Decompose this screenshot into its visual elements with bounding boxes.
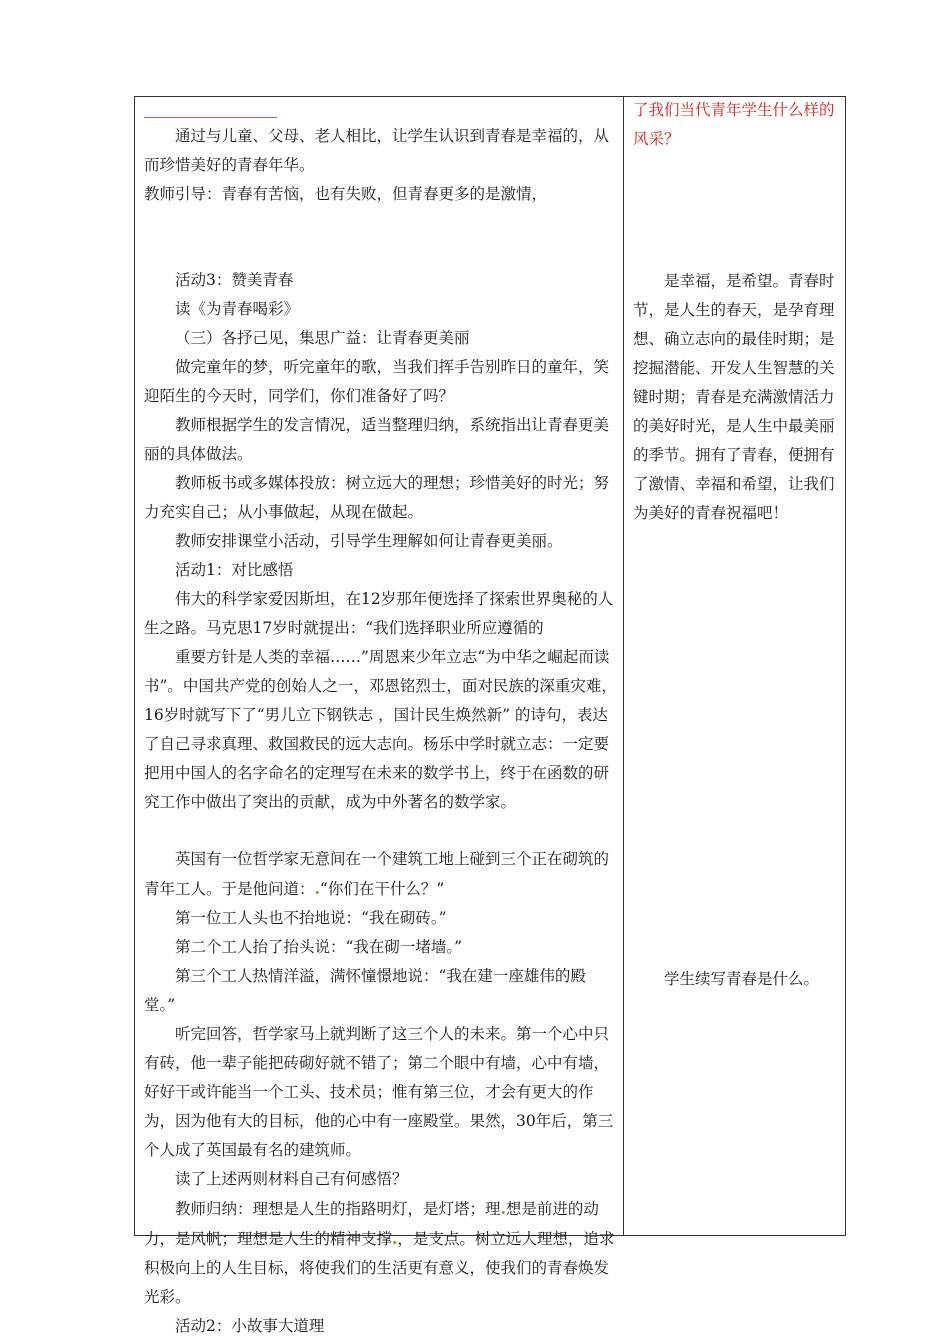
activity-heading: 活动3：赞美青春 (175, 271, 294, 289)
revision-mark-line (144, 117, 277, 118)
paragraph: 教师安排课堂小活动，引导学生理解如何让青春更美丽。 (175, 532, 563, 550)
paragraph: 英国有一位哲学家无意间在一个建筑工地上碰到三个正在砌筑的青年工人。于是他问道：.“你们在干什么？” (144, 850, 610, 898)
paragraph: 第二个工人抬了抬头说：“我在砌一堵墙。” (175, 938, 463, 956)
paragraph: 读了上述两则材料自己有何感悟？ (175, 1170, 408, 1188)
paragraph: 第三个工人热情洋溢，满怀憧憬地说：“我在建一座雄伟的殿堂。” (144, 967, 586, 1014)
paragraph: 教师根据学生的发言情况，适当整理归纳，系统指出让青春更美丽的具体做法。 (144, 416, 610, 463)
paragraph: 做完童年的梦，听完童年的歌，当我们挥手告别昨日的童年，笑迎陌生的今天时，同学们，你们准备好了吗？ (144, 358, 610, 405)
activity-heading: 活动2：小故事大道理 (175, 1317, 325, 1335)
side-answer: 是幸福，是希望。青春时节，是人生的春天，是孕育理想、确立志向的最佳时期；是挖掘潜能、开发人生智慧的关键时期；青春是充满激情活力的美好时光，是人生中最美丽的季节。拥有了青春，便拥有了激情、幸福和希望，让我们为美好的青春祝福吧！ (633, 272, 835, 522)
side-task: 学生续写青春是什么。 (664, 970, 820, 988)
section-heading: （三）各抒己见，集思广益：让青春更美丽 (175, 329, 470, 347)
side-question: 了我们当代青年学生什么样的风采？ (633, 101, 835, 148)
column-divider (623, 96, 624, 1236)
paragraph: 读《为青春喝彩》 (175, 300, 300, 318)
activity-heading: 活动1：对比感悟 (175, 561, 294, 579)
paragraph: 教师板书或多媒体投放：树立远大的理想；珍惜美好的时光；努力充实自己；从小事做起，从现在做起。 (144, 474, 610, 521)
paragraph: 通过与儿童、父母、老人相比，让学生认识到青春是幸福的，从而珍惜美好的青春年华。 (144, 127, 610, 174)
lesson-main-column (144, 122, 617, 1341)
paragraph: 伟大的科学家爱因斯坦，在12岁那年便选择了探索世界奥秘的人生之路。马克思17岁时就提出：“我们选择职业所应遵循的 (144, 590, 614, 637)
teacher-guide: 教师引导：青春有苦恼，也有失败，但青春更多的是激情， (144, 185, 548, 203)
paragraph: 重要方针是人类的幸福……”周恩来少年立志“为中华之崛起而读书”。中国共产党的创始人之一，邓恩铭烈士，面对民族的深重灾难，16岁时就写下了“男儿立下钢铁志 ，国计民生焕然新” 的诗句，表达了自己寻求真理、救国救民的远大志向。杨乐中学时就立志：一定要把用中国人的名字命名的定理写在未来的数学书上，终于在函数的研究工作中做出了突出的贡献，成为中外著名的数学家。 (144, 648, 617, 811)
paragraph: 第一位工人头也不抬地说：“我在砌砖。” (175, 909, 447, 927)
paragraph: 教师归纳：理想是人生的指路明灯，是灯塔；理.想是前进的动力，是风帆；理想是人生的精神支撑.，是支点。树立远大理想，追求积极向上的人生目标，将使我们的生活更有意义，使我们的青春焕发光彩。 (144, 1199, 615, 1306)
paragraph: 听完回答，哲学家马上就判断了这三个人的未来。第一个心中只有砖，他一辈子能把砖砌好就不错了；第二个眼中有墙，心中有墙，好好干或许能当一个工头、技术员；惟有第三位，才会有更大的作为，因为他有大的目标，他的心中有一座殿堂。果然，30年后，第三个人成了英国最有名的建筑师。 (144, 1025, 614, 1159)
